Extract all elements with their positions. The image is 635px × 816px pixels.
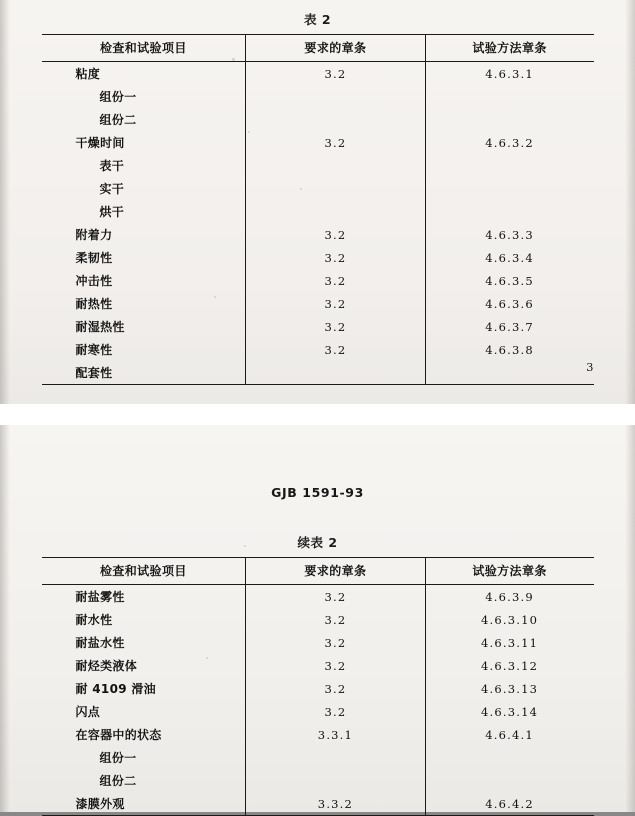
cell-item: 表干 [99,159,125,173]
cell-method [425,200,593,223]
cell-requirement: 3.2 [246,131,425,154]
table-row [42,108,594,131]
table-row [42,585,594,609]
table-caption-top: 表 2 [303,12,332,27]
cell-requirement [246,200,425,223]
table-row [42,769,594,792]
cell-requirement [246,361,425,385]
column-header-item: 检查和试验项目 [42,35,246,62]
cell-requirement: 3.2 [246,608,425,631]
cell-item: 组份一 [99,751,137,765]
column-header-item: 检查和试验项目 [42,558,246,585]
cell-item: 耐热性 [75,297,113,311]
cell-method: 4.6.3.8 [425,338,593,361]
column-header-method: 试验方法章条 [425,35,593,62]
page-edge-shadow-left [0,425,10,812]
cell-method: 4.6.3.12 [425,654,593,677]
column-header-requirement: 要求的章条 [246,558,425,585]
table-row [42,700,594,723]
table-row [42,608,594,631]
cell-requirement: 3.2 [246,223,425,246]
page-number: 3 [586,360,594,374]
cell-method: 4.6.3.11 [425,631,593,654]
cell-method [425,108,593,131]
cell-item: 耐寒性 [75,343,113,357]
table-row [42,223,594,246]
cell-method [425,746,593,769]
cell-method: 4.6.3.3 [425,223,593,246]
table-row [42,677,594,700]
cell-requirement: 3.2 [246,631,425,654]
page-edge-shadow-left [0,0,10,404]
cell-item: 柔韧性 [75,251,113,265]
table-row [42,631,594,654]
table-row [42,723,594,746]
cell-requirement [246,108,425,131]
table-header-row [42,35,594,62]
cell-requirement [246,154,425,177]
standard-number-header: GJB 1591-93 [271,485,364,500]
cell-item: 实干 [99,182,125,196]
cell-method: 4.6.4.2 [425,792,593,816]
table-caption-bottom: 续表 2 [297,535,338,550]
cell-method [425,361,593,385]
table-row [42,154,594,177]
table-row [42,85,594,108]
table-row [42,200,594,223]
column-header-requirement: 要求的章条 [246,35,425,62]
cell-method: 4.6.3.2 [425,131,593,154]
cell-requirement: 3.2 [246,700,425,723]
table-row [42,338,594,361]
page-separator [0,404,635,425]
inspection-test-table-top [42,34,594,385]
table-row [42,62,594,86]
cell-item: 耐烃类液体 [75,659,138,673]
cell-item: 耐盐雾性 [75,590,125,604]
cell-method: 4.6.4.1 [425,723,593,746]
column-header-method: 试验方法章条 [425,558,593,585]
cell-method: 4.6.3.4 [425,246,593,269]
table-row [42,315,594,338]
cell-requirement: 3.2 [246,585,425,609]
cell-requirement: 3.2 [246,315,425,338]
cell-item: 组份二 [99,113,137,127]
cell-requirement [246,85,425,108]
cell-item: 耐 4109 滑油 [75,682,156,696]
cell-requirement: 3.3.2 [246,792,425,816]
inspection-test-table-bottom [42,557,594,816]
cell-item: 配套性 [42,361,246,385]
cell-method: 4.6.3.9 [425,585,593,609]
page-edge-shadow-right [625,425,635,812]
cell-item: 耐湿热性 [75,320,125,334]
cell-item: 漆膜外观 [42,792,246,816]
cell-requirement: 3.2 [246,677,425,700]
table-row [42,292,594,315]
cell-method: 4.6.3.1 [425,62,593,86]
cell-requirement: 3.2 [246,292,425,315]
cell-item: 闪点 [75,705,101,719]
cell-item: 干燥时间 [75,136,125,150]
table-row [42,177,594,200]
cell-item: 组份一 [99,90,137,104]
cell-method: 4.6.3.7 [425,315,593,338]
scanned-page-top [0,0,635,404]
cell-item: 在容器中的状态 [75,728,162,742]
cell-requirement [246,769,425,792]
cell-method: 4.6.3.10 [425,608,593,631]
cell-requirement: 3.2 [246,338,425,361]
cell-method: 4.6.3.14 [425,700,593,723]
table-header-row [42,558,594,585]
table-row [42,246,594,269]
cell-requirement: 3.2 [246,654,425,677]
cell-item: 烘干 [99,205,125,219]
cell-item: 组份二 [99,774,137,788]
table-body-bottom [42,585,594,816]
page-edge-shadow-right [625,0,635,404]
cell-method [425,154,593,177]
scanned-page-bottom [0,425,635,812]
cell-requirement: 3.2 [246,269,425,292]
table-row [42,269,594,292]
cell-method [425,769,593,792]
cell-item: 耐水性 [75,613,113,627]
table-row [42,361,594,385]
table-row [42,746,594,769]
cell-method: 4.6.3.13 [425,677,593,700]
cell-method [425,85,593,108]
cell-requirement: 3.2 [246,246,425,269]
cell-method: 4.6.3.5 [425,269,593,292]
cell-item: 附着力 [75,228,113,242]
cell-item: 耐盐水性 [75,636,125,650]
cell-requirement: 3.2 [246,62,425,86]
cell-item: 粘度 [75,67,101,81]
table-row [42,131,594,154]
cell-requirement [246,746,425,769]
cell-item: 冲击性 [75,274,113,288]
cell-method: 4.6.3.6 [425,292,593,315]
cell-requirement: 3.3.1 [246,723,425,746]
cell-requirement [246,177,425,200]
cell-method [425,177,593,200]
table-body-top [42,62,594,385]
table-row [42,654,594,677]
